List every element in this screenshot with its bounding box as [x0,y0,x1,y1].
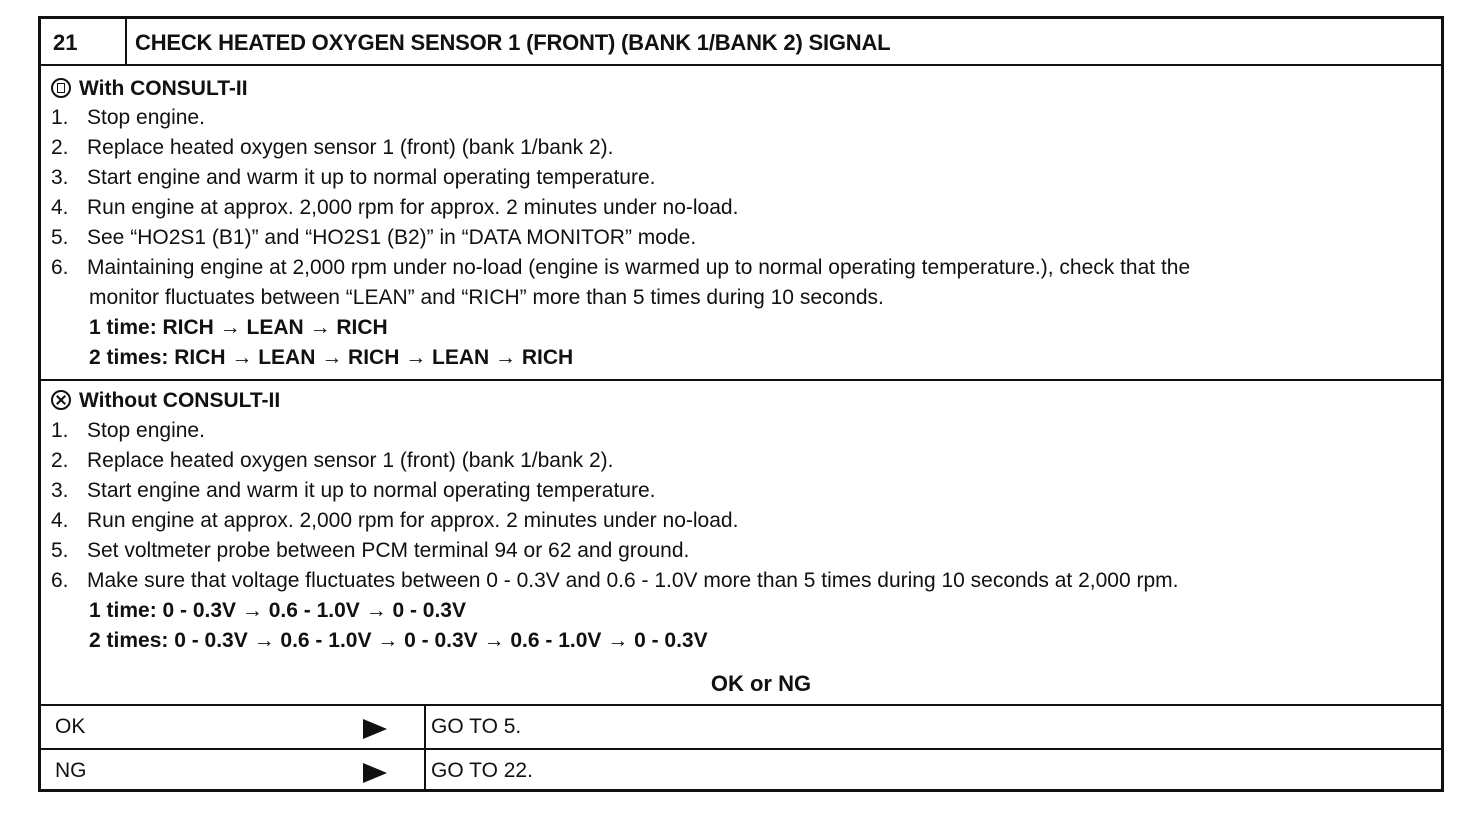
list-item: 6. Make sure that voltage fluctuates between 0 - 0.3V and 0.6 - 1.0V more than 5 times during 10 seconds at 2,000 rpm. [51,569,1179,592]
with-consult-section [41,66,1441,381]
result-row-ng[interactable] [41,750,1441,792]
example-one-time: 1 time: 0 - 0.3V → 0.6 - 1.0V → 0 - 0.3V [89,599,466,622]
example-one-time: 1 time: RICH → LEAN → RICH [89,316,388,339]
play-arrow-icon [363,763,387,783]
list-item: 4. Run engine at approx. 2,000 rpm for approx. 2 minutes under no-load. [51,509,739,532]
with-consult-heading: With CONSULT-II [51,75,248,103]
diagnostic-step-table [38,16,1444,792]
example-two-times: 2 times: RICH → LEAN → RICH → LEAN → RICH [89,346,574,369]
list-item: 5. Set voltmeter probe between PCM terminal 94 or 62 and ground. [51,539,690,562]
list-item: 5. See “HO2S1 (B1)” and “HO2S1 (B2)” in “DATA MONITOR” mode. [51,226,697,249]
list-item: 4. Run engine at approx. 2,000 rpm for approx. 2 minutes under no-load. [51,196,739,219]
list-item: 3. Start engine and warm it up to normal operating temperature. [51,166,656,189]
result-row-ok[interactable] [41,706,1441,750]
result-action[interactable]: GO TO 22. [431,759,533,782]
list-item: 3. Start engine and warm it up to normal operating temperature. [51,479,656,502]
step-continuation: monitor fluctuates between “LEAN” and “RICH” more than 5 times during 10 seconds. [89,286,884,309]
step-number: 21 [41,19,127,64]
list-item: 6. Maintaining engine at 2,000 rpm under no-load (engine is warmed up to normal operating temperature.), check that the [51,256,1191,279]
result-label: OK [55,715,86,738]
no-consult-icon [51,390,71,410]
step-title: CHECK HEATED OXYGEN SENSOR 1 (FRONT) (BANK 1/BANK 2) SIGNAL [135,30,891,55]
play-arrow-icon [363,719,387,739]
list-item: 1. Stop engine. [51,106,205,129]
list-item: 1. Stop engine. [51,419,205,442]
list-item: 2. Replace heated oxygen sensor 1 (front) (bank 1/bank 2). [51,449,614,472]
divider [424,706,426,748]
consult-icon [51,78,71,98]
step-header [41,19,1441,66]
list-item: 2. Replace heated oxygen sensor 1 (front) (bank 1/bank 2). [51,136,614,159]
result-label: NG [55,759,87,782]
result-action[interactable]: GO TO 5. [431,715,522,738]
without-consult-heading: Without CONSULT-II [51,387,280,415]
ok-or-ng-prompt: OK or NG [710,671,812,696]
without-consult-section [41,381,1441,706]
divider [424,750,426,792]
example-two-times: 2 times: 0 - 0.3V → 0.6 - 1.0V → 0 - 0.3V → 0.6 - 1.0V → 0 - 0.3V [89,629,708,652]
